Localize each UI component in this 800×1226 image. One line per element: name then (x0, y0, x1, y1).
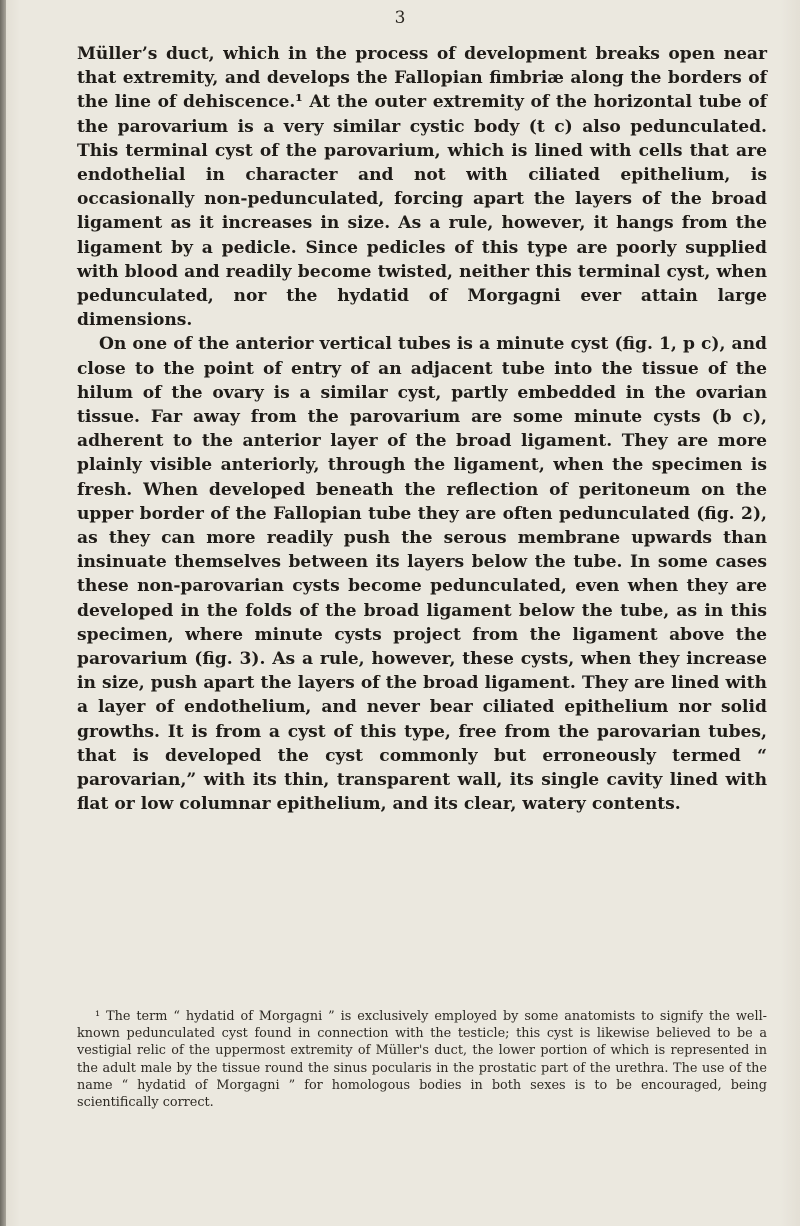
body-paragraph-1: Müller’s duct, which in the process of development breaks open near that extremity, and develops the Fallopian fimbriæ along the borders of the line of dehiscence.¹ At the outer extremity of the horizontal tube of the parovarium is a very similar cystic body (t c) also pedunculated. This terminal cyst of the parovarium, which is lined with cells that are endothelial in character and not with ciliated epithelium, is occasionally non-pedunculated, forcing apart the layers of the broad ligament as it increases in size. As a rule, however, it hangs from the ligament by a pedicle. Since pedicles of this type are poorly supplied with blood and readily become twisted, neither this terminal cyst, when pedunculated, nor the hydatid of Morgagni ever attain large dimensions. (77, 44, 767, 331)
page-number: 3 (394, 8, 406, 28)
footnote-text: ¹ The term “ hydatid of Morgagni ” is exclusively employed by some anatomists to signify the well-known pedunculated cyst found in connection with the testicle; this cyst is likewise believed to be a vestigial relic of the uppermost extremity of Müller's duct, the lower portion of which is represented in the adult male by the tissue round the sinus pocularis in the prostatic part of the urethra. The use of the name “ hydatid of Morgagni ” for homologous bodies in both sexes is to be encouraged, being scientifically correct. (77, 1009, 767, 1111)
page-spine-shadow (0, 0, 6, 1226)
body-text (77, 42, 767, 817)
footnote (77, 1008, 767, 1111)
body-paragraph-2: On one of the anterior vertical tubes is a minute cyst (fig. 1, p c), and close to the point of entry of an adjacent tube into the tissue of the hilum of the ovary is a similar cyst, partly embedded in the ovarian tissue. Far away from the parovarium are some minute cysts (b c), adherent to the anterior layer of the broad ligament. They are more plainly visible anteriorly, through the ligament, when the specimen is fresh. When developed beneath the reflection of peritoneum on the upper border of the Fallopian tube they are often pedunculated (fig. 2), as they can more readily push the serous membrane upwards than insinuate themselves between its layers below the tube. In some cases these non-parovarian cysts become pedunculated, even when they are developed in the folds of the broad ligament below the tube, as in this specimen, where minute cysts project from the ligament above the parovarium (fig. 3). As a rule, however, these cysts, when they increase in size, push apart the layers of the broad ligament. They are lined with a layer of endothelium, and never bear ciliated epithelium nor solid growths. It is from a cyst of this type, free from the parovarian tubes, that is developed the cyst commonly but erroneously termed “ parovarian,” with its thin, transparent wall, its single cavity lined with flat or low columnar epithelium, and its clear, watery contents. (77, 334, 767, 815)
